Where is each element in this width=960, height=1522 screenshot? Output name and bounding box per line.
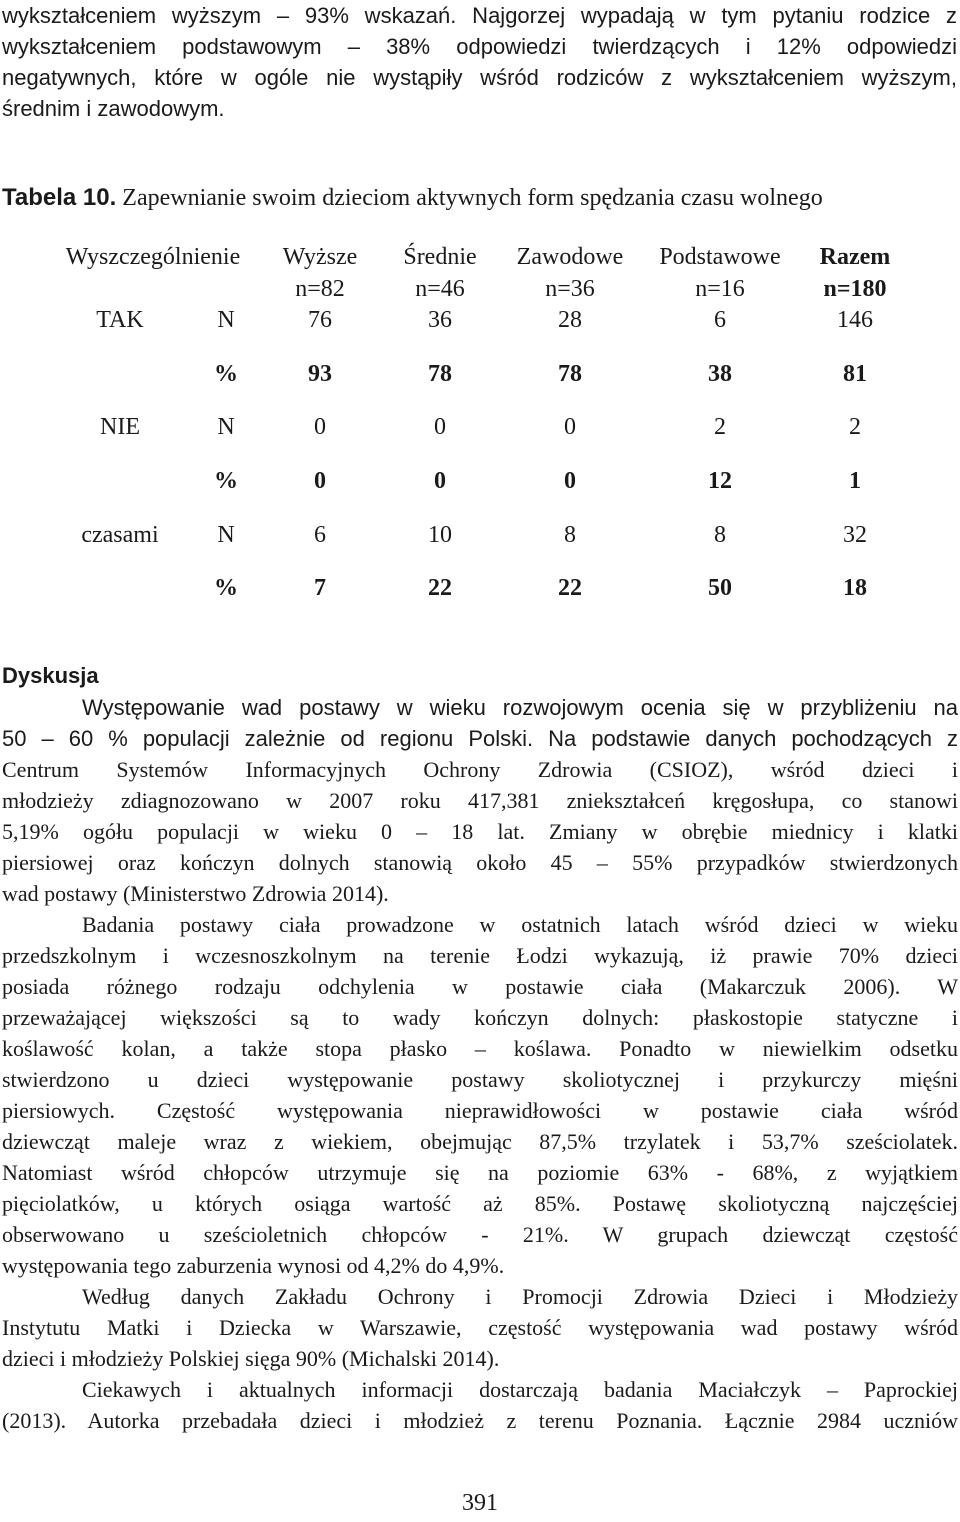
table-cell: 0	[564, 414, 576, 440]
column-header-name: Wyższe	[282, 244, 358, 270]
row-pct-label: %	[214, 575, 238, 601]
table-cell: 0	[314, 414, 326, 440]
row-label: NIE	[100, 414, 140, 440]
text-line: (2013). Autorka przebadała dzieci i młodzież z terenu Poznania. Łącznie 2984 uczniów	[2, 1408, 958, 1433]
table-cell: 2	[714, 414, 726, 440]
table-cell: 81	[843, 361, 867, 387]
text-line: wykształceniem podstawowym – 38% odpowiedzi twierdzących i 12% odpowiedzi	[2, 34, 957, 59]
text-line: 50 – 60 % populacji zależnie od regionu Polski. Na podstawie danych pochodzących z	[2, 726, 958, 751]
table-cell: 8	[714, 522, 726, 548]
text-line: przeważającej większości są to wady kończyn dolnych: płaskostopie statyczne i	[2, 1005, 958, 1030]
row-n-label: N	[217, 522, 235, 548]
table-cell: 22	[558, 575, 582, 601]
table-cell: 78	[428, 361, 452, 387]
text-line: negatywnych, które w ogóle nie wystąpiły wśród rodziców z wykształceniem wyższym,	[2, 65, 957, 90]
row-n-label: N	[217, 414, 235, 440]
table-cell: 146	[837, 307, 873, 333]
column-header-n: n=180	[823, 276, 887, 302]
text-line: przedszkolnym i wczesnoszkolnym na terenie Łodzi wykazują, iż prawie 70% dzieci	[2, 943, 958, 968]
table-cell: 28	[558, 307, 582, 333]
column-header-name: Podstawowe	[659, 244, 781, 270]
table-cell: 7	[314, 575, 326, 601]
text-line: Centrum Systemów Informacyjnych Ochrony Zdrowia (CSIOZ), wśród dzieci i	[2, 757, 958, 782]
table-caption	[2, 182, 823, 214]
row-label: TAK	[96, 307, 144, 333]
intro-paragraph	[2, 0, 957, 124]
text-line: Według danych Zakładu Ochrony i Promocji Zdrowia Dzieci i Młodzieży	[82, 1284, 958, 1309]
text-line: wykształceniem wyższym – 93% wskazań. Najgorzej wypadają w tym pytaniu rodzice z	[2, 3, 957, 28]
row-label: czasami	[81, 522, 159, 548]
text-line: występowania tego zaburzenia wynosi od 4,2% do 4,9%.	[2, 1253, 505, 1278]
table-cell: 22	[428, 575, 452, 601]
column-header-n: n=46	[415, 276, 465, 302]
text-line: Instytutu Matki i Dziecka w Warszawie, częstość występowania wad postawy wśród	[2, 1315, 958, 1340]
text-line: dzieci i młodzieży Polskiej sięga 90% (Michalski 2014).	[2, 1346, 500, 1371]
row-pct-label: %	[214, 361, 238, 387]
text-line: piersiowych. Częstość występowania nieprawidłowości w postawie ciała wśród	[2, 1098, 958, 1123]
text-line: stwierdzono u dzieci występowanie postawy skoliotycznej i przykurczy mięśni	[2, 1067, 958, 1092]
text-line: młodzieży zdiagnozowano w 2007 roku 417,381 zniekształceń kręgosłupa, co stanowi	[2, 788, 958, 813]
table-cell: 8	[564, 522, 576, 548]
page-number: 391	[462, 1490, 498, 1516]
text-line: Ciekawych i aktualnych informacji dostarczają badania Maciałczyk – Paprockiej	[82, 1377, 958, 1402]
text-line: obserwowano u sześcioletnich chłopców - 21%. W grupach dziewcząt częstość	[2, 1222, 958, 1247]
discussion-body	[2, 754, 958, 1436]
column-header-name: Średnie	[403, 244, 477, 270]
text-line: 5,19% ogółu populacji w wieku 0 – 18 lat. Zmiany w obrębie miednicy i klatki	[2, 819, 958, 844]
table-cell: 38	[708, 361, 732, 387]
table-cell: 36	[428, 307, 452, 333]
column-header-name: Zawodowe	[516, 244, 624, 270]
table-cell: 78	[558, 361, 582, 387]
table-cell: 32	[843, 522, 867, 548]
table-cell: 0	[434, 414, 446, 440]
text-line: pięciolatków, u których osiąga wartość aż 85%. Postawę skoliotyczną najczęściej	[2, 1191, 958, 1216]
table-caption-text: Zapewnianie swoim dzieciom aktywnych form spędzania czasu wolnego	[116, 185, 823, 211]
table-cell: 0	[564, 468, 576, 494]
table-cell: 0	[434, 468, 446, 494]
table-cell: 12	[708, 468, 732, 494]
table-cell: 76	[308, 307, 332, 333]
table-cell: 50	[708, 575, 732, 601]
discussion-paragraph-1	[2, 692, 958, 754]
section-heading: Dyskusja	[2, 663, 99, 688]
text-line: średnim i zawodowym.	[2, 96, 225, 121]
table-cell: 18	[843, 575, 867, 601]
table-cell: 10	[428, 522, 452, 548]
column-header-label: Wyszczególnienie	[65, 244, 241, 270]
text-line: koślawość kolan, a także stopa płasko – koślawa. Ponadto w niewielkim odsetku	[2, 1036, 958, 1061]
text-line: dziewcząt maleje wraz z wiekiem, obejmując 87,5% trzylatek i 53,7% sześciolatek.	[2, 1129, 958, 1154]
text-line: Badania postawy ciała prowadzone w ostatnich latach wśród dzieci w wieku	[82, 912, 958, 937]
table-cell: 6	[714, 307, 726, 333]
data-table	[0, 236, 960, 616]
row-pct-label: %	[214, 468, 238, 494]
table-caption-label: Tabela 10.	[2, 184, 117, 211]
table-cell: 1	[849, 468, 861, 494]
text-line: posiada różnego rodzaju odchylenia w postawie ciała (Makarczuk 2006). W	[2, 974, 958, 999]
text-line: Natomiast wśród chłopców utrzymuje się na poziomie 63% - 68%, z wyjątkiem	[2, 1160, 958, 1185]
table-cell: 93	[308, 361, 332, 387]
text-line: piersiowej oraz kończyn dolnych stanowią około 45 – 55% przypadków stwierdzonych	[2, 850, 958, 875]
column-header-n: n=82	[295, 276, 345, 302]
table-cell: 2	[849, 414, 861, 440]
column-header-name: Razem	[819, 244, 891, 270]
text-line: Występowanie wad postawy w wieku rozwojowym ocenia się w przybliżeniu na	[82, 695, 958, 720]
column-header-n: n=36	[545, 276, 595, 302]
table-cell: 0	[314, 468, 326, 494]
row-n-label: N	[217, 307, 235, 333]
table-cell: 6	[314, 522, 326, 548]
column-header-n: n=16	[695, 276, 745, 302]
text-line: wad postawy (Ministerstwo Zdrowia 2014).	[2, 881, 389, 906]
